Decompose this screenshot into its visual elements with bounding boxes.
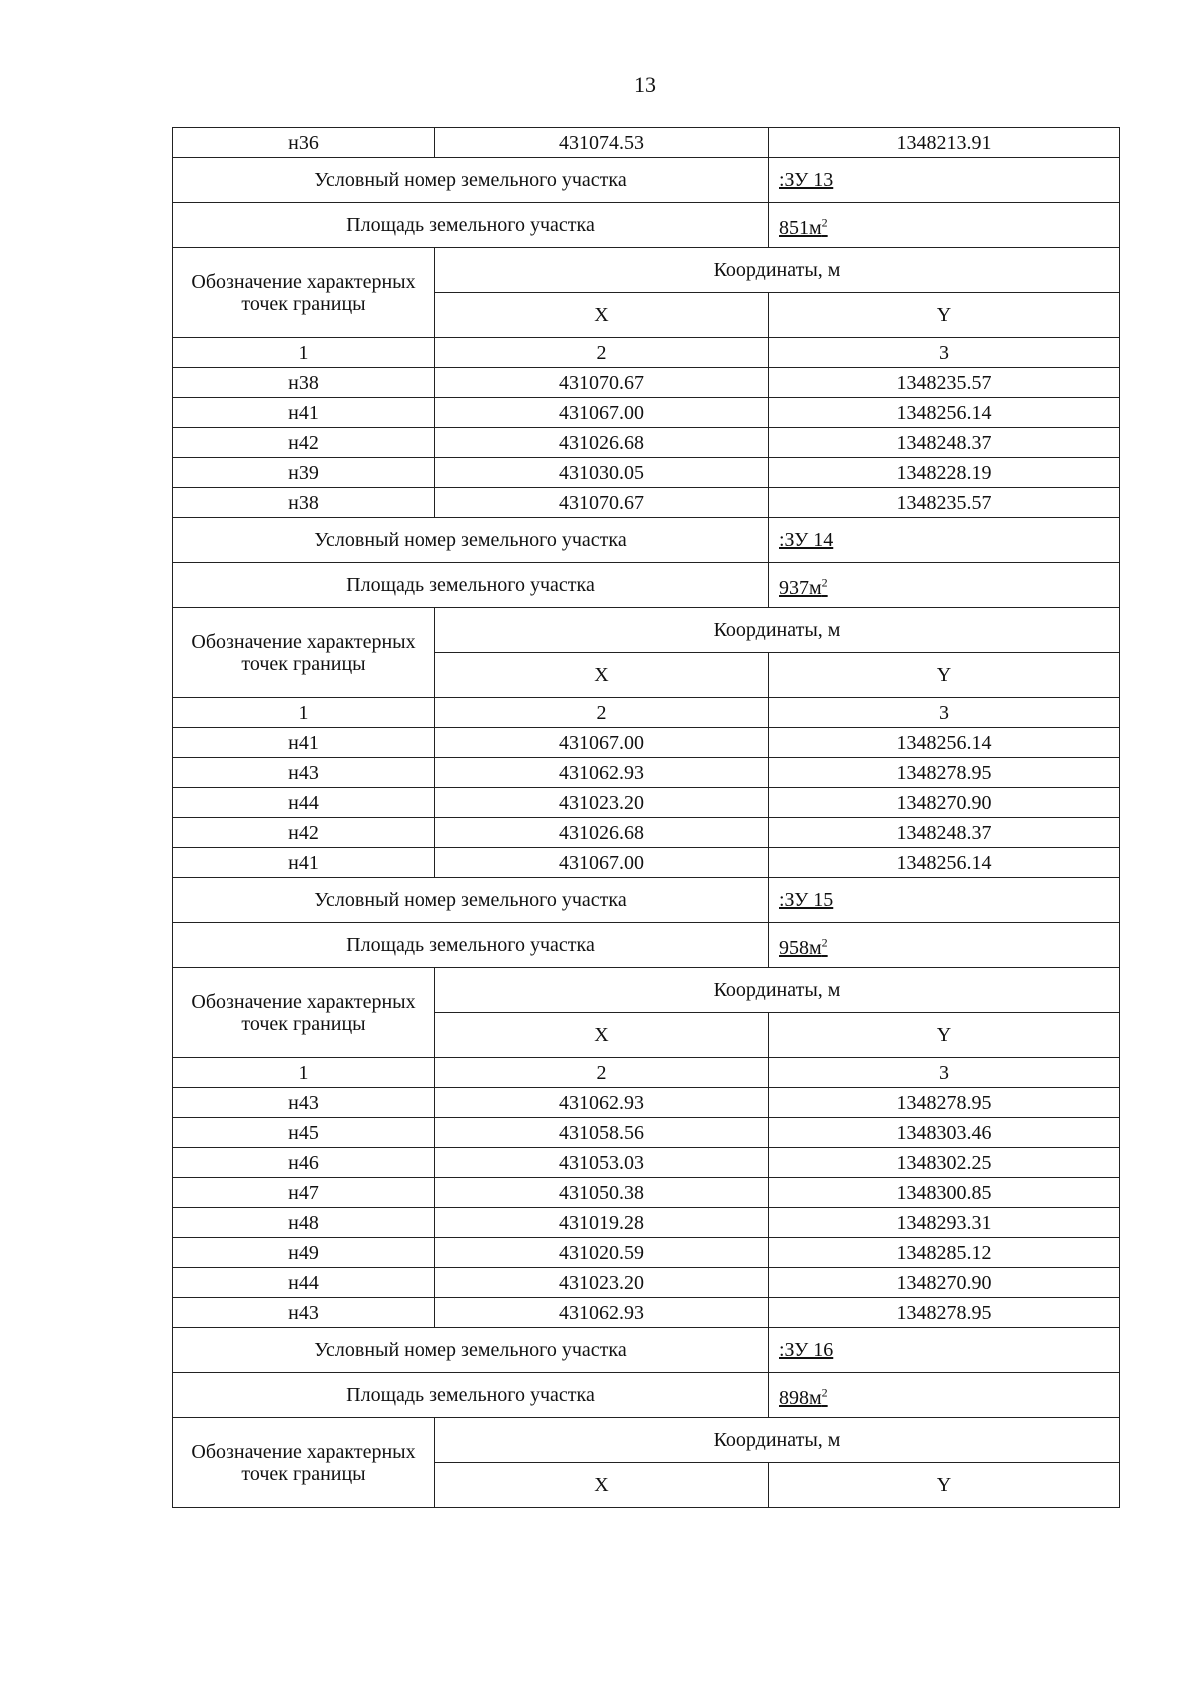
cell-y: 1348270.90 (769, 1268, 1120, 1298)
parcel-number: :ЗУ 14 (779, 529, 834, 551)
cell-y: 1348303.46 (769, 1118, 1120, 1148)
y-header: Y (769, 1463, 1120, 1508)
parcel-number-row (173, 518, 1120, 563)
table-row (173, 1268, 1120, 1298)
x-header: X (435, 1013, 769, 1058)
x-header: X (435, 653, 769, 698)
area-unit: м (809, 936, 822, 959)
header-row (173, 968, 1120, 1013)
cell-y: 1348278.95 (769, 1088, 1120, 1118)
parcel-number-label: Условный номер земельного участка (173, 158, 769, 203)
table-row (173, 818, 1120, 848)
parcel-area-row (173, 1373, 1120, 1418)
area-unit: м (809, 576, 822, 599)
column-number-row (173, 1058, 1120, 1088)
cell-y: 1348293.31 (769, 1208, 1120, 1238)
column-number: 2 (435, 1058, 769, 1088)
cell-x: 431026.68 (435, 818, 769, 848)
cell-y: 1348256.14 (769, 398, 1120, 428)
column-number: 3 (769, 698, 1120, 728)
parcel-number: :ЗУ 16 (779, 1339, 834, 1361)
cell-point: н49 (173, 1238, 435, 1268)
table-row (173, 458, 1120, 488)
header-row (173, 608, 1120, 653)
cell-y: 1348300.85 (769, 1178, 1120, 1208)
column-number: 3 (769, 338, 1120, 368)
parcel-area: 898 (779, 1386, 809, 1409)
parcel-number-value (769, 878, 1120, 923)
cell-x: 431058.56 (435, 1118, 769, 1148)
table-row (173, 1238, 1120, 1268)
parcel-area-row (173, 203, 1120, 248)
table-row (173, 398, 1120, 428)
cell-x: 431070.67 (435, 368, 769, 398)
designation-header: Обозначение характерных точек границы (173, 968, 435, 1058)
parcel-number-label: Условный номер земельного участка (173, 518, 769, 563)
cell-x: 431019.28 (435, 1208, 769, 1238)
y-header: Y (769, 1013, 1120, 1058)
parcel-area-row (173, 923, 1120, 968)
table-row (173, 488, 1120, 518)
cell-y: 1348256.14 (769, 848, 1120, 878)
cell-point: н47 (173, 1178, 435, 1208)
cell-y: 1348235.57 (769, 488, 1120, 518)
area-unit: м (809, 216, 822, 239)
designation-header: Обозначение характерных точек границы (173, 1418, 435, 1508)
column-number: 1 (173, 698, 435, 728)
area-unit-superscript: 2 (821, 575, 828, 590)
cell-x: 431023.20 (435, 1268, 769, 1298)
cell-x: 431070.67 (435, 488, 769, 518)
cell-point: н43 (173, 758, 435, 788)
y-header: Y (769, 653, 1120, 698)
cell-y: 1348278.95 (769, 758, 1120, 788)
area-unit: м (809, 1386, 822, 1409)
parcel-area-label: Площадь земельного участка (173, 1373, 769, 1418)
cell-point: н44 (173, 788, 435, 818)
coordinates-header: Координаты, м (435, 248, 1120, 293)
designation-header: Обозначение характерных точек границы (173, 248, 435, 338)
column-number: 3 (769, 1058, 1120, 1088)
cell-x: 431020.59 (435, 1238, 769, 1268)
page-number: 13 (634, 72, 656, 97)
parcel-number-value (769, 518, 1120, 563)
cell-x: 431062.93 (435, 1088, 769, 1118)
cell-y: 1348256.14 (769, 728, 1120, 758)
cell-point: н45 (173, 1118, 435, 1148)
cell-x: 431026.68 (435, 428, 769, 458)
coordinates-header: Координаты, м (435, 1418, 1120, 1463)
cell-x: 431023.20 (435, 788, 769, 818)
table-row (173, 368, 1120, 398)
cell-y: 1348228.19 (769, 458, 1120, 488)
cell-point: н38 (173, 488, 435, 518)
parcel-area-value (769, 203, 1120, 248)
table-row (173, 1178, 1120, 1208)
cell-point: н41 (173, 728, 435, 758)
cell-x: 431062.93 (435, 758, 769, 788)
cell-x: 431050.38 (435, 1178, 769, 1208)
cell-point: н48 (173, 1208, 435, 1238)
cell-x: 431030.05 (435, 458, 769, 488)
parcel-number-row (173, 1328, 1120, 1373)
table-row (173, 758, 1120, 788)
column-number: 1 (173, 338, 435, 368)
cell-point: н41 (173, 398, 435, 428)
cell-point: н39 (173, 458, 435, 488)
cell-point: н42 (173, 818, 435, 848)
cell-x: 431067.00 (435, 728, 769, 758)
parcel-number-label: Условный номер земельного участка (173, 878, 769, 923)
cell-y: 1348235.57 (769, 368, 1120, 398)
table-row (173, 728, 1120, 758)
x-header: X (435, 1463, 769, 1508)
cell-point: н43 (173, 1298, 435, 1328)
parcel-area-value (769, 1373, 1120, 1418)
header-row (173, 248, 1120, 293)
parcel-number-row (173, 878, 1120, 923)
table-row (173, 848, 1120, 878)
parcel-area: 937 (779, 576, 809, 599)
coordinates-header: Координаты, м (435, 608, 1120, 653)
parcel-area-value (769, 923, 1120, 968)
area-unit-superscript: 2 (821, 935, 828, 950)
cell-x: 431074.53 (435, 128, 769, 158)
table-row (173, 1298, 1120, 1328)
cell-y: 1348248.37 (769, 818, 1120, 848)
cell-x: 431067.00 (435, 398, 769, 428)
table-row (173, 1118, 1120, 1148)
column-number-row (173, 698, 1120, 728)
cell-x: 431062.93 (435, 1298, 769, 1328)
parcel-number-row (173, 158, 1120, 203)
table-row (173, 788, 1120, 818)
coordinates-header: Координаты, м (435, 968, 1120, 1013)
cell-x: 431067.00 (435, 848, 769, 878)
parcel-area: 958 (779, 936, 809, 959)
column-number: 2 (435, 698, 769, 728)
parcel-number-value (769, 1328, 1120, 1373)
parcel-number-label: Условный номер земельного участка (173, 1328, 769, 1373)
parcel-number-value (769, 158, 1120, 203)
area-unit-superscript: 2 (821, 215, 828, 230)
cell-y: 1348285.12 (769, 1238, 1120, 1268)
parcel-area: 851 (779, 216, 809, 239)
cell-point: н42 (173, 428, 435, 458)
cell-y: 1348278.95 (769, 1298, 1120, 1328)
cell-point: н43 (173, 1088, 435, 1118)
column-number-row (173, 338, 1120, 368)
coordinates-table (172, 127, 1120, 1508)
parcel-area-label: Площадь земельного участка (173, 203, 769, 248)
designation-header: Обозначение характерных точек границы (173, 608, 435, 698)
table-row (173, 128, 1120, 158)
cell-y: 1348213.91 (769, 128, 1120, 158)
parcel-number: :ЗУ 13 (779, 169, 834, 191)
table-row (173, 1208, 1120, 1238)
column-number: 1 (173, 1058, 435, 1088)
parcel-area-label: Площадь земельного участка (173, 563, 769, 608)
parcel-area-label: Площадь земельного участка (173, 923, 769, 968)
cell-point: н46 (173, 1148, 435, 1178)
y-header: Y (769, 293, 1120, 338)
area-unit-superscript: 2 (821, 1385, 828, 1400)
cell-point: н44 (173, 1268, 435, 1298)
cell-point: н36 (173, 128, 435, 158)
header-row (173, 1418, 1120, 1463)
table-row (173, 1148, 1120, 1178)
cell-point: н38 (173, 368, 435, 398)
table-row (173, 428, 1120, 458)
table-row (173, 1088, 1120, 1118)
cell-y: 1348302.25 (769, 1148, 1120, 1178)
cell-x: 431053.03 (435, 1148, 769, 1178)
cell-y: 1348248.37 (769, 428, 1120, 458)
parcel-area-value (769, 563, 1120, 608)
parcel-area-row (173, 563, 1120, 608)
column-number: 2 (435, 338, 769, 368)
cell-y: 1348270.90 (769, 788, 1120, 818)
x-header: X (435, 293, 769, 338)
cell-point: н41 (173, 848, 435, 878)
parcel-number: :ЗУ 15 (779, 889, 834, 911)
